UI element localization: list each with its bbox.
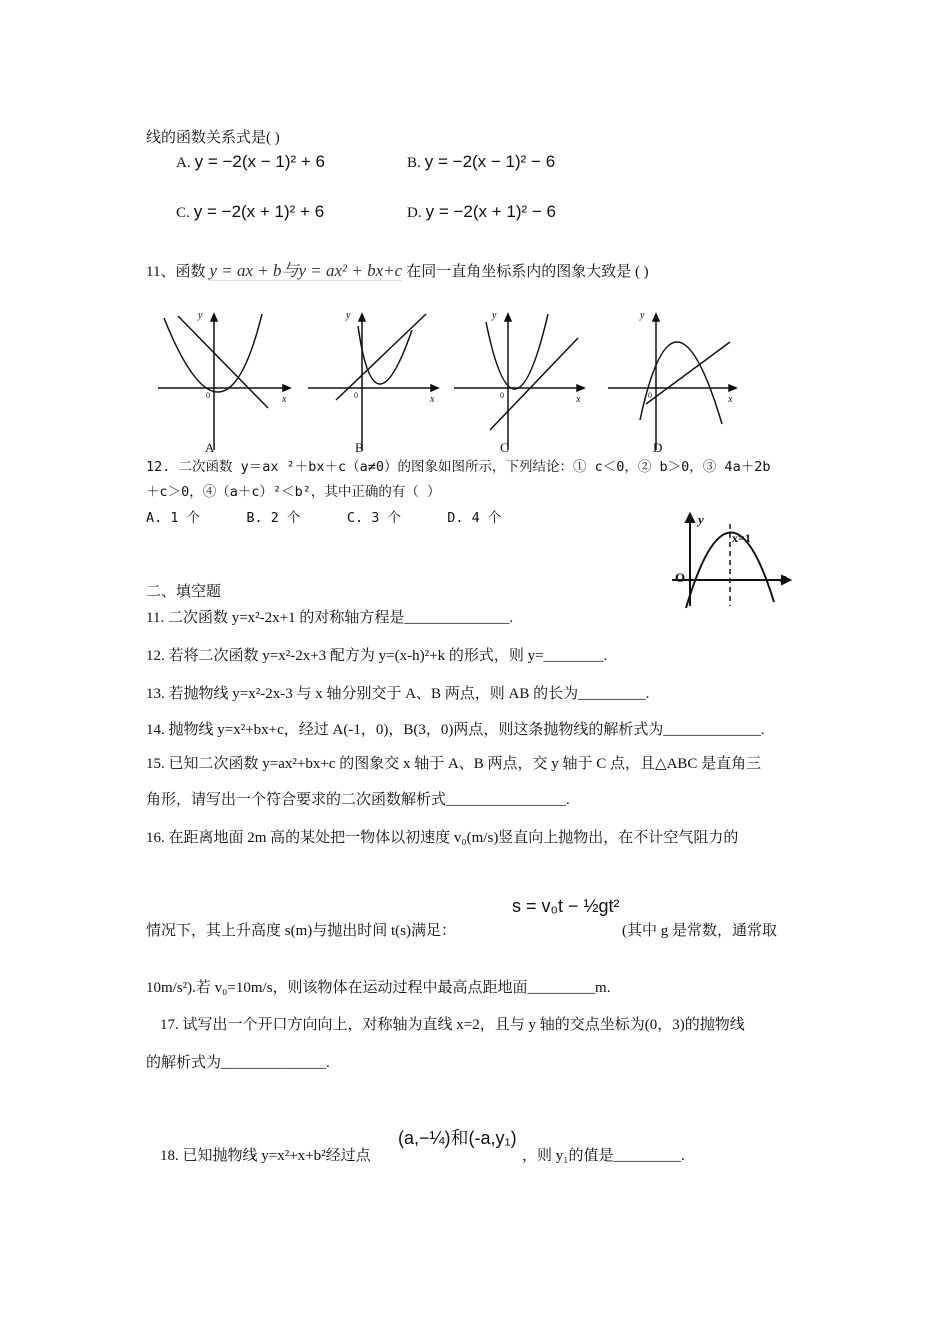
graph-b bbox=[308, 314, 438, 450]
q11-stem bbox=[146, 256, 649, 282]
q10-option-d bbox=[407, 202, 556, 223]
fig-x-label: x bbox=[780, 570, 787, 585]
fill-q15-line2: 角形，请写出一个符合要求的二次函数解析式________________. bbox=[146, 792, 570, 808]
q11-tail: 在同一直角坐标系内的图象大致是 ( ) bbox=[406, 264, 649, 280]
option-formula: y = −2(x + 1)² − 6 bbox=[425, 202, 556, 221]
origin-label: 0 bbox=[354, 391, 358, 400]
choice-d: D. 4 个 bbox=[447, 510, 502, 526]
fill-q11: 11. 二次函数 y=x²-2x+1 的对称轴方程是______________. bbox=[146, 610, 514, 626]
fig-origin-label: O bbox=[675, 570, 686, 585]
fill-q14: 14. 抛物线 y=x²+bx+c，经过 A(-1，0)，B(3，0)两点，则这条抛物线的解析式为_____________. bbox=[146, 722, 765, 738]
choice-b: B. 2 个 bbox=[246, 510, 301, 526]
fig-axis-of-symmetry-label: x=1 bbox=[732, 531, 751, 545]
fill-q15-line1: 15. 已知二次函数 y=ax²+bx+c 的图象交 x 轴于 A、B 两点，交 y 轴于 C 点，且△ABC 是直角三 bbox=[146, 756, 762, 772]
section2-title: 二、填空题 bbox=[146, 584, 222, 600]
q18-formula: (a,−¼)和(-a,y₁) bbox=[398, 1128, 517, 1148]
choice-a: A. 1 个 bbox=[146, 510, 201, 526]
option-formula: y = −2(x − 1)² + 6 bbox=[194, 152, 325, 171]
option-label: B. bbox=[407, 155, 421, 171]
option-label: C. bbox=[176, 205, 190, 221]
q12-line2: ＋c＞0，④（a＋c）²＜b²，其中正确的有（ ） bbox=[146, 484, 441, 500]
axis-y-label: y bbox=[492, 310, 497, 321]
axis-x-label: x bbox=[576, 394, 581, 405]
fill-q16-line2b: (其中 g 是常数，通常取 bbox=[622, 923, 777, 939]
axis-y-label: y bbox=[198, 310, 203, 321]
fill-q17-line1: 17. 试写出一个开口方向向上，对称轴为直线 x=2，且与 y 轴的交点坐标为(0，3)的抛物线 bbox=[160, 1017, 745, 1033]
fill-q17-line2: 的解析式为______________. bbox=[146, 1055, 330, 1071]
choice-c: C. 3 个 bbox=[346, 510, 401, 526]
graph-a bbox=[158, 314, 290, 450]
q10-option-c bbox=[176, 202, 324, 223]
fill-q18b: ，则 y₁的值是_________. bbox=[522, 1148, 685, 1164]
option-label: D. bbox=[407, 205, 422, 221]
fill-q18a: 18. 已知抛物线 y=x²+x+b²经过点 bbox=[160, 1148, 371, 1164]
graph-label-c: C bbox=[500, 440, 509, 455]
origin-label: 0 bbox=[206, 391, 210, 400]
graph-label-b: B bbox=[355, 440, 364, 455]
option-formula: y = −2(x + 1)² + 6 bbox=[193, 202, 325, 221]
q10-stem: 线的函数关系式是( ) bbox=[146, 130, 280, 146]
fill-q12: 12. 若将二次函数 y=x²-2x+3 配方为 y=(x-h)²+k 的形式，则 y=________. bbox=[146, 648, 608, 664]
q11-number: 11、函数 bbox=[146, 264, 206, 280]
option-label: A. bbox=[176, 155, 191, 171]
origin-label: 0 bbox=[500, 391, 504, 400]
origin-label: 0 bbox=[648, 391, 652, 400]
q16-formula: s = v₀t − ½gt² bbox=[512, 896, 620, 916]
fill-q16-line3: 10m/s²).若 v₀=10m/s，则该物体在运动过程中最高点距地面_________m. bbox=[146, 980, 611, 996]
graph-label-a: A bbox=[205, 440, 215, 455]
graph-d bbox=[608, 314, 736, 450]
axis-x-label: x bbox=[282, 394, 287, 405]
q12-choices bbox=[146, 508, 501, 528]
fig-y-label: y bbox=[698, 512, 704, 527]
q11-formula: y = ax + b与y = ax² + bx+c bbox=[209, 261, 403, 280]
graph-c bbox=[454, 314, 584, 450]
axis-x-label: x bbox=[430, 394, 435, 405]
fill-q16-line2a: 情况下，其上升高度 s(m)与抛出时间 t(s)满足： bbox=[146, 923, 456, 939]
axis-x-label: x bbox=[728, 394, 733, 405]
axis-y-label: y bbox=[346, 310, 351, 321]
fill-q13: 13. 若抛物线 y=x²-2x-3 与 x 轴分别交于 A、B 两点，则 AB 的长为_________. bbox=[146, 686, 650, 702]
fill-q16-line1: 16. 在距离地面 2m 高的某处把一物体以初速度 v₀(m/s)竖直向上抛物出，在不计空气阻力的 bbox=[146, 830, 739, 846]
option-formula: y = −2(x − 1)² − 6 bbox=[424, 152, 556, 171]
q11-graphs bbox=[150, 300, 750, 460]
q10-option-a bbox=[176, 152, 325, 173]
q12-line1: 12. 二次函数 y＝ax ²＋bx＋c（a≠0）的图象如图所示，下列结论：① c＜0，② b＞0，③ 4a＋2b bbox=[146, 459, 771, 475]
q10-option-b bbox=[407, 152, 555, 173]
q12-figure bbox=[668, 510, 798, 610]
axis-y-label: y bbox=[640, 310, 645, 321]
graph-label-d: D bbox=[653, 440, 663, 455]
